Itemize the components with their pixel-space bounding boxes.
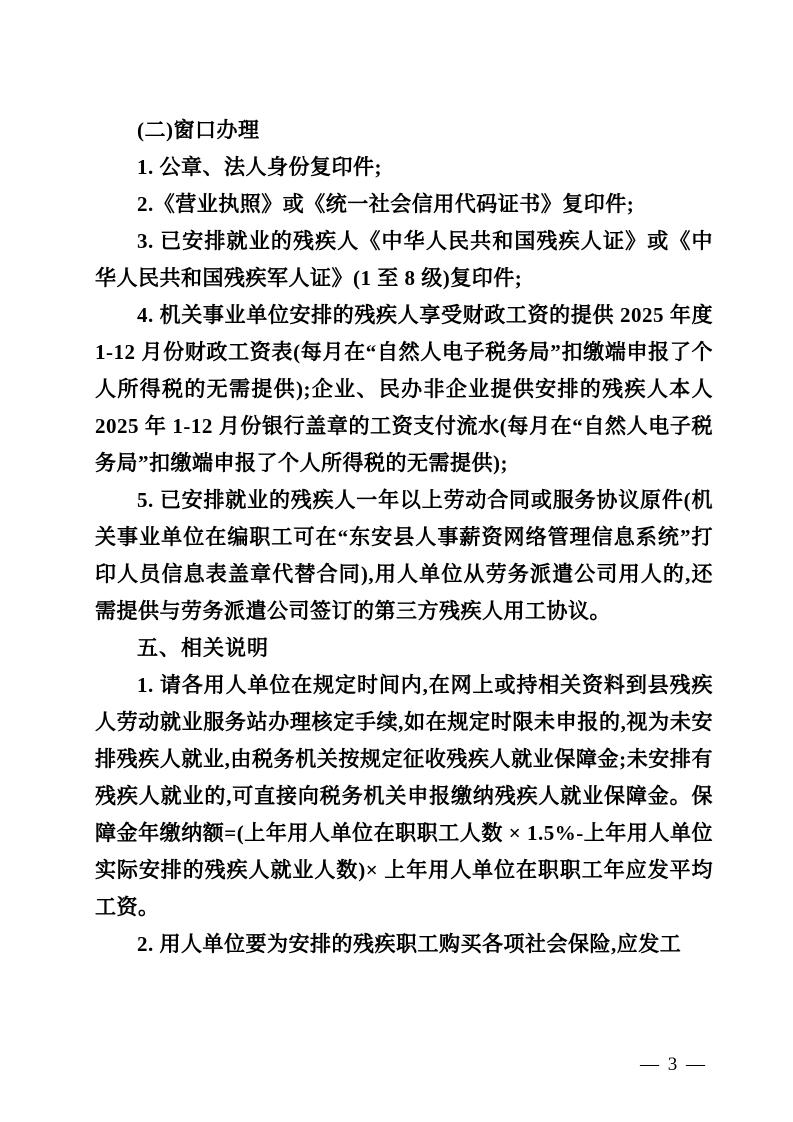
note-1-declaration-procedure: 1. 请各用人单位在规定时间内,在网上或持相关资料到县残疾人劳动就业服务站办理核定手续,如在规定时限未申报的,视为未安排残疾人就业,由税务机关按规定征收残疾人就业保障金;未安排有残疾人就业的,可直接向税务机关申报缴纳残疾人就业保障金。保障金年缴纳额=(上年用人单位在职职工人数 × 1.5%-上年用人单位实际安排的残疾人就业人数)× 上年用人单位在职职工年应发平均工资。 xyxy=(95,673,713,919)
page-number: — 3 — xyxy=(640,1054,707,1075)
note-2-social-insurance: 2. 用人单位要为安排的残疾职工购买各项社会保险,应发工 xyxy=(137,932,682,956)
list-item-4-salary-records: 4. 机关事业单位安排的残疾人享受财政工资的提供 2025 年度 1-12 月份财政工资表(每月在“自然人电子税务局”扣缴端申报了个人所得税的无需提供);企业、民办非企业提供安排的残疾人本人 2025 年 1-12 月份银行盖章的工资支付流水(每月在“自然人电子税务局”扣缴端申报了个人所得税的无需提供); xyxy=(95,303,713,475)
list-item-2-business-license: 2.《营业执照》或《统一社会信用代码证书》复印件; xyxy=(137,192,635,216)
section-heading-window-handling: (二)窗口办理 xyxy=(137,118,260,142)
section-heading-related-notes: 五、相关说明 xyxy=(137,637,269,660)
list-item-3-disability-certificate: 3. 已安排就业的残疾人《中华人民共和国残疾人证》或《中华人民共和国残疾军人证》(1 至 8 级)复印件; xyxy=(95,229,713,290)
list-item-1-seal-copies: 1. 公章、法人身份复印件; xyxy=(137,155,382,179)
list-item-5-labor-contract: 5. 已安排就业的残疾人一年以上劳动合同或服务协议原件(机关事业单位在编职工可在“东安县人事薪资网络管理信息系统”打印人员信息表盖章代替合同),用人单位从劳务派遣公司用人的,还需提供与劳务派遣公司签订的第三方残疾人用工协议。 xyxy=(95,488,713,623)
document-body xyxy=(95,112,713,963)
